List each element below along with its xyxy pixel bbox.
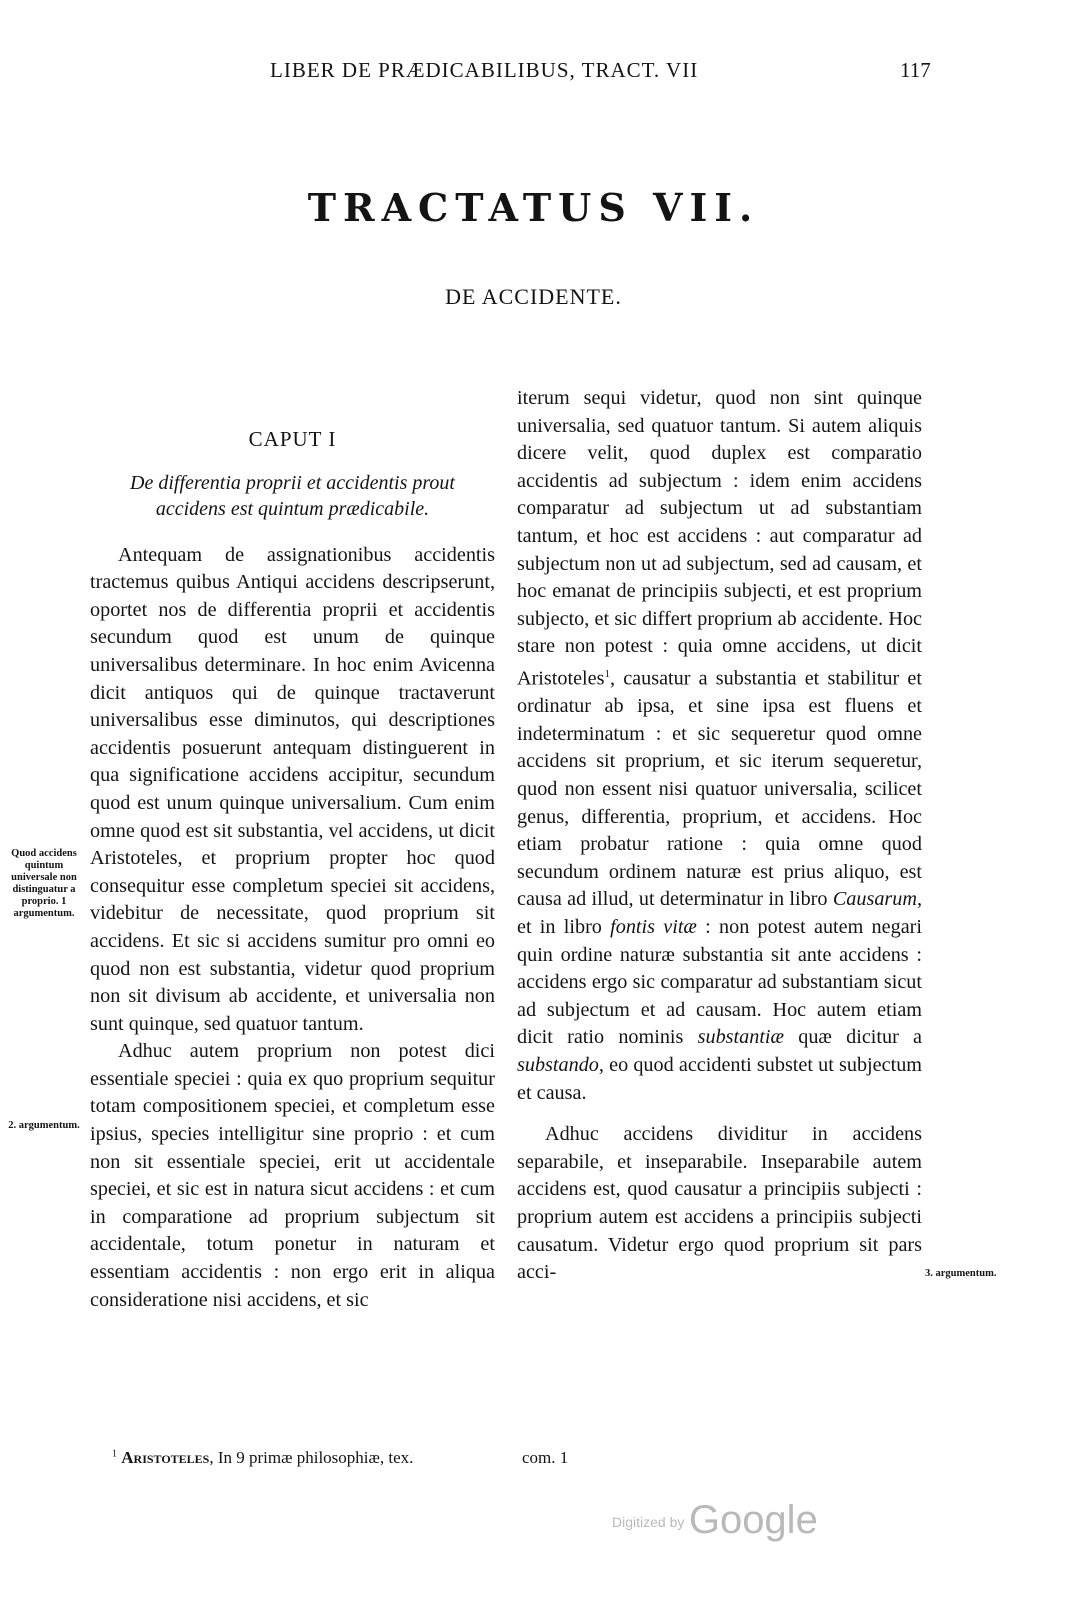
footnote-author: Aristoteles — [121, 1448, 210, 1467]
footnote-right: com. 1 — [522, 1448, 569, 1467]
italic-fontis-vitae: fontis vitæ — [610, 916, 697, 939]
right-text-part1: iterum sequi videtur, quod non sint quinque universalia, sed quatuor tantum. Si autem aliquis dicere velit, quod duplex est comparatio accidentis ad subjectum : idem enim accidens comparatur ad subjectum ut ad substantiam tantum, et hoc est accidens : aut comparatur ad subjectum non ut ad subjectum, sed ad causam, et hoc emanat de principiis subjecti, et est proprium subjecto, et sic differt proprium ab accidente. Hoc stare non potest : quia omne accidens, ut dicit Aristoteles — [517, 387, 922, 690]
left-paragraph-1: Antequam de assignationibus accidentis tractemus quibus Antiqui accidens descripserunt, oportet nos de differentia proprii et accidentis secundum quod est unum de quinque universalibus determinare. In hoc enim Avicenna dicit antiquos qui de quinque tractaverunt universalibus esse diminutos, qui descriptiones accidentis posuerunt antequam distinguerent in qua significatione accidens accipitur, secundum quod est unum quinque universalium. Cum enim omne quod est sit substantia, vel accidens, ut dicit Aristoteles, et proprium propter hoc quod consequitur esse completum speciei sit accidens, videbitur de necessitate, quod proprium sit accidens. Et sic si accidens sumitur pro omni eo quod non est substantia, videtur quod proprium non sit divisum ab accidente, et universalia non sunt quinque, sed quatuor tantum. — [90, 543, 495, 1035]
right-text-part6: eo quod accidenti substet ut subjectum et causa. — [517, 1053, 922, 1104]
right-text-part4: : non potest autem negari quin ordine naturæ substantia sit ante accidens : accidens ergo sic comparatur ad substantiam sicut ad subjectum et ad causam. Hoc autem etiam dicit ratio nominis — [517, 916, 922, 1049]
running-title: LIBER DE PRÆDICABILIBUS, TRACT. VII — [270, 58, 699, 82]
italic-substantiae: substantiæ — [697, 1026, 785, 1049]
italic-causarum: Causarum — [832, 888, 917, 911]
footnote-left — [112, 1448, 413, 1468]
watermark-prefix: Digitized by — [612, 1514, 685, 1530]
right-text-part2: , causatur a substantia et stabilitur et ordinatur ab ipsa, et sine ipsa est fluens et indeterminatum : et sic sequeretur quod omne accidens sit proprium, et sic iterum sequeretur, quod non essent nisi quatuor universalia, scilicet genus, differentia, proprium, et accidens. Hoc etiam probatur ratione : quia omne quod secundum ordinem naturæ est prius aliquo, est causa ad illud, ut determinatur in libro — [517, 667, 922, 911]
margin-note-3: 3. argumentum. — [925, 1268, 997, 1279]
left-column — [90, 400, 495, 1314]
margin-note-1: Quod accidens quintum universale non distinguatur a proprio. 1 argumentum. — [11, 848, 77, 919]
footnote-number: 1 — [112, 1448, 117, 1460]
tractatus-title: TRACTATUS VII. — [307, 185, 760, 230]
margin-note-2: 2. argumentum. — [8, 1120, 80, 1131]
right-column — [517, 385, 922, 1287]
watermark-brand: Google — [688, 1498, 818, 1542]
chapter-subheading: De differentia proprii et accidentis prout accidens est quintum prædicabile. — [130, 471, 455, 520]
right-text-part5: quæ dicitur a — [784, 1026, 923, 1049]
right-paragraph-1 — [517, 385, 922, 1107]
chapter-heading: CAPUT I — [248, 427, 337, 451]
page-number: 117 — [900, 58, 931, 82]
italic-substando: substando, — [517, 1053, 604, 1076]
right-paragraph-2: Adhuc accidens dividitur in accidens separabile, et inseparabile. Inseparabile autem accidens est, quod causatur a principiis subjecti : proprium autem est accidens a principiis subjecti causatum. Videtur ergo quod proprium sit pars acci- — [517, 1123, 922, 1284]
footnote-marker: 1 — [604, 667, 610, 680]
tractatus-subtitle: DE ACCIDENTE. — [445, 284, 622, 309]
google-watermark — [612, 1498, 818, 1543]
left-paragraph-2: Adhuc autem proprium non potest dici essentiale speciei : quia ex quo proprium sequitur totam compositionem speciei, et completum esse ipsius, species intelligitur sine proprio : et cum non sit essentiale speciei, erit ut accidentale speciei, et sic est in natura sicut accidens : et cum in comparatione ad proprium subjectum sit accidentale, totum ponetur in naturam et essentiam accidentis : non ergo erit in aliqua consideratione nisi accidens, et sic — [90, 1040, 495, 1311]
right-text-part3: , et in libro — [517, 888, 922, 939]
footnote-text: , In 9 primæ philosophiæ, tex. — [209, 1448, 414, 1467]
